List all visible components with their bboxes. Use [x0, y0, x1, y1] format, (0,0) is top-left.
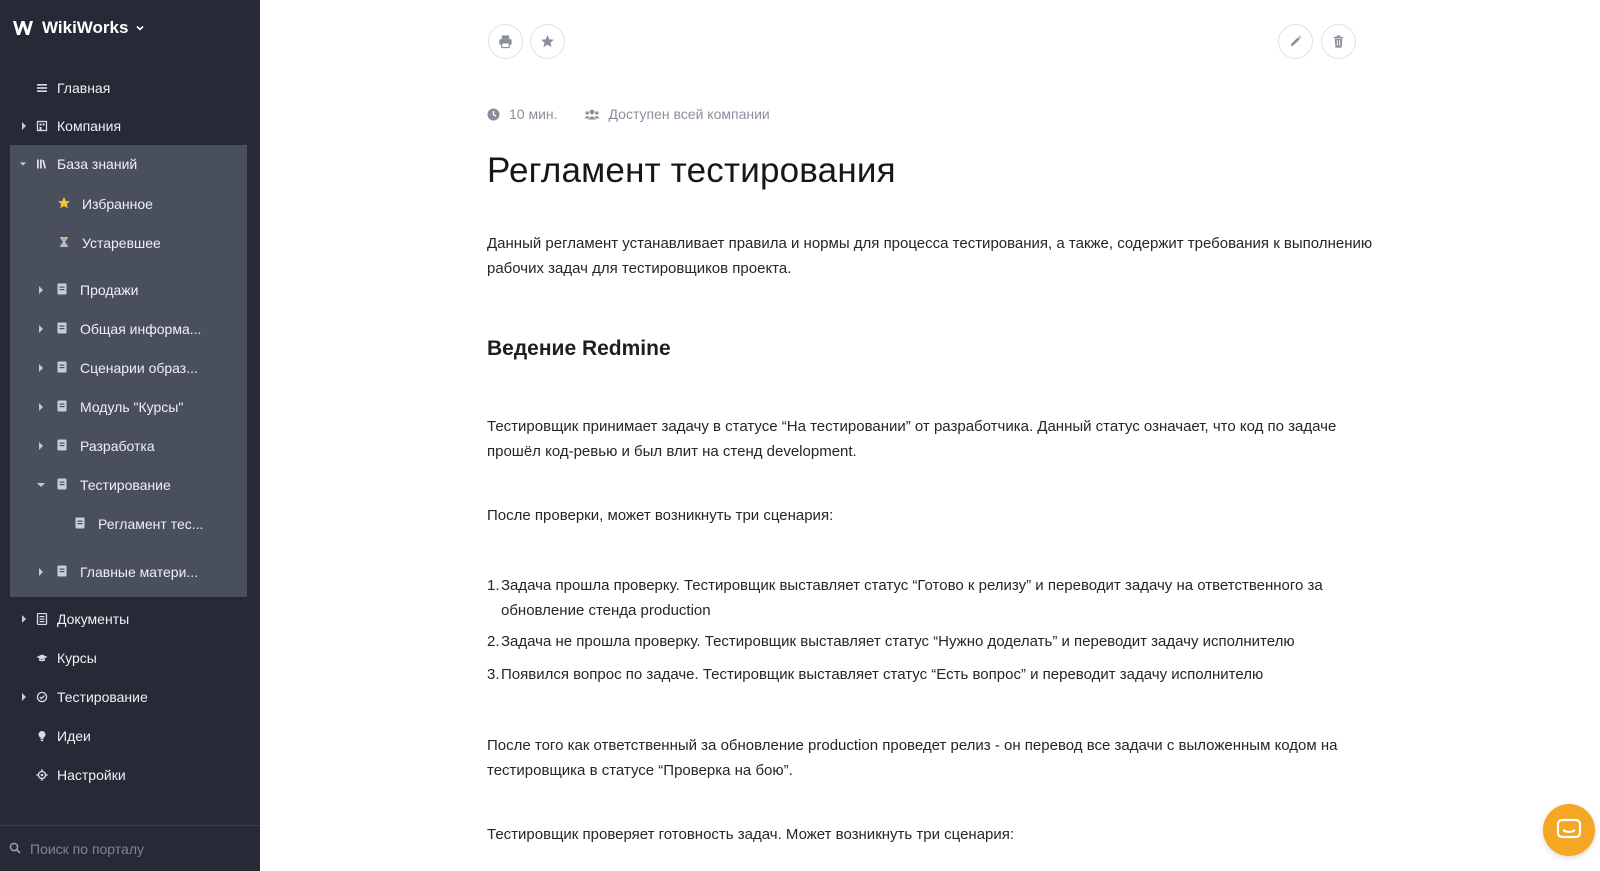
- article-paragraph: Тестировщик принимает задачу в статусе “На тестировании” от разработчика. Данный статус означает, что код по задаче прошёл код-ревью и был влит на стенд development.: [487, 418, 1337, 460]
- article-paragraph: После проверки, может возникнуть три сценария:: [487, 507, 834, 524]
- sidebar-item-label: Избранное: [82, 196, 153, 212]
- building-icon: [36, 120, 48, 132]
- list-item-text: Появился вопрос по задаче. Тестировщик выставляет статус “Есть вопрос” и переводит задачу исполнителю: [501, 666, 1264, 683]
- article-meta: [487, 104, 770, 124]
- chevron-right-icon[interactable]: [37, 285, 45, 295]
- workspace-switcher[interactable]: [12, 16, 145, 40]
- portal-search: [0, 825, 260, 871]
- chevron-right-icon[interactable]: [20, 121, 28, 131]
- chevron-right-icon[interactable]: [20, 692, 28, 702]
- sidebar-item-courses[interactable]: [0, 640, 260, 676]
- trash-icon: [1331, 34, 1346, 49]
- gear-icon: [36, 769, 48, 781]
- chevron-right-icon[interactable]: [37, 324, 45, 334]
- list-item-text: Задача не прошла проверку. Тестировщик выставляет статус “Нужно доделать” и переводит задачу исполнителю: [501, 633, 1295, 650]
- delete-button[interactable]: [1321, 24, 1356, 59]
- sidebar-item-development[interactable]: [0, 428, 260, 464]
- chat-icon: [1556, 818, 1582, 842]
- document-icon: [74, 517, 86, 529]
- sidebar-item-label: Тестирование: [80, 477, 171, 493]
- check-circle-icon: [36, 691, 48, 703]
- document-icon: [56, 322, 68, 334]
- sidebar-item-label: Компания: [57, 118, 122, 134]
- sidebar-item-label: Главная: [57, 80, 111, 96]
- sidebar-item-label: Идеи: [57, 728, 91, 744]
- sidebar-item-label: Тестирование: [57, 689, 148, 705]
- chevron-down-icon: [135, 23, 145, 33]
- favorite-button[interactable]: [530, 24, 565, 59]
- chevron-down-icon[interactable]: [19, 159, 27, 169]
- star-icon: [57, 196, 71, 210]
- document-icon: [56, 400, 68, 412]
- chevron-right-icon[interactable]: [37, 567, 45, 577]
- document-icon: [56, 361, 68, 373]
- sidebar-item-testing-regulation[interactable]: [0, 506, 260, 542]
- article-paragraph: Тестировщик проверяет готовность задач. Может возникнуть три сценария:: [487, 826, 1015, 843]
- sidebar-item-outdated[interactable]: [0, 225, 260, 261]
- article-intro: Данный регламент устанавливает правила и нормы для процесса тестирования, а также, содержит требования к выполнению рабочих задач для тестировщиков проекта.: [487, 235, 1373, 277]
- workspace-name: WikiWorks: [42, 18, 129, 37]
- document-icon: [56, 283, 68, 295]
- article-title: Регламент тестирования: [487, 151, 896, 190]
- sidebar-item-label: Главные матери...: [80, 564, 199, 580]
- sidebar-item-documents[interactable]: [0, 601, 260, 637]
- sidebar-item-label: Общая информа...: [80, 321, 202, 337]
- sidebar: [0, 0, 260, 871]
- article-paragraph: После того как ответственный за обновление production проведет релиз - он перевод все задачи с выложенным кодом на тестировщика в статусе “Проверка на бою”.: [487, 737, 1338, 779]
- edit-button[interactable]: [1278, 24, 1313, 59]
- chevron-down-icon[interactable]: [36, 481, 46, 489]
- sidebar-item-settings[interactable]: [0, 757, 260, 793]
- star-icon: [540, 34, 555, 49]
- sidebar-item-knowledge-base[interactable]: [0, 146, 260, 182]
- list-item-number: 2.: [487, 633, 500, 650]
- lightbulb-icon: [36, 730, 48, 742]
- sidebar-item-label: Курсы: [57, 650, 97, 666]
- sidebar-item-company[interactable]: [0, 108, 260, 144]
- documents-icon: [36, 613, 48, 625]
- list-item: [487, 662, 1392, 687]
- pencil-icon: [1288, 34, 1303, 49]
- sidebar-item-testing-folder[interactable]: [0, 467, 260, 503]
- sidebar-item-scenarios[interactable]: [0, 350, 260, 386]
- hourglass-icon: [58, 236, 70, 248]
- document-icon: [56, 439, 68, 451]
- sidebar-item-sales[interactable]: [0, 272, 260, 308]
- sidebar-item-main-materials[interactable]: [0, 554, 260, 590]
- graduation-cap-icon: [36, 652, 48, 664]
- list-icon: [36, 82, 48, 94]
- sidebar-item-home[interactable]: [0, 70, 260, 106]
- chevron-right-icon[interactable]: [37, 402, 45, 412]
- wikiworks-logo-icon: [12, 18, 34, 38]
- sidebar-item-label: Модуль "Курсы": [80, 399, 184, 415]
- list-item: [487, 629, 1392, 654]
- sidebar-item-label: Продажи: [80, 282, 139, 298]
- chat-widget-button[interactable]: [1543, 804, 1595, 856]
- access-level: Доступен всей компании: [608, 106, 770, 122]
- sidebar-item-label: Настройки: [57, 767, 126, 783]
- search-input[interactable]: [30, 838, 250, 860]
- document-icon: [56, 478, 68, 490]
- read-time: 10 мин.: [509, 106, 558, 122]
- sidebar-item-label: Разработка: [80, 438, 155, 454]
- sidebar-item-testing[interactable]: [0, 679, 260, 715]
- sidebar-item-general-info[interactable]: [0, 311, 260, 347]
- document-icon: [56, 565, 68, 577]
- sidebar-item-label: Устаревшее: [82, 235, 161, 251]
- section-heading: Ведение Redmine: [487, 337, 671, 360]
- list-item-number: 3.: [487, 666, 500, 683]
- article-view: [260, 0, 1600, 871]
- sidebar-item-label: Сценарии образ...: [80, 360, 198, 376]
- list-item-number: 1.: [487, 577, 500, 594]
- books-icon: [36, 158, 48, 170]
- chevron-right-icon[interactable]: [37, 363, 45, 373]
- chevron-right-icon[interactable]: [20, 614, 28, 624]
- sidebar-item-label: База знаний: [57, 156, 138, 172]
- sidebar-item-label: Регламент тес...: [98, 516, 204, 532]
- printer-icon: [498, 34, 513, 49]
- clock-icon: [487, 108, 500, 121]
- list-item-text: Задача прошла проверку. Тестировщик выставляет статус “Готово к релизу” и переводит задачу на ответственного за обновление стенда production: [501, 577, 1323, 619]
- users-icon: [584, 108, 600, 121]
- list-item: [487, 573, 1392, 623]
- sidebar-item-ideas[interactable]: [0, 718, 260, 754]
- sidebar-item-favorites[interactable]: [0, 186, 260, 222]
- sidebar-item-courses-module[interactable]: [0, 389, 260, 425]
- search-icon: [9, 842, 21, 854]
- print-button[interactable]: [488, 24, 523, 59]
- chevron-right-icon[interactable]: [37, 441, 45, 451]
- sidebar-item-label: Документы: [57, 611, 130, 627]
